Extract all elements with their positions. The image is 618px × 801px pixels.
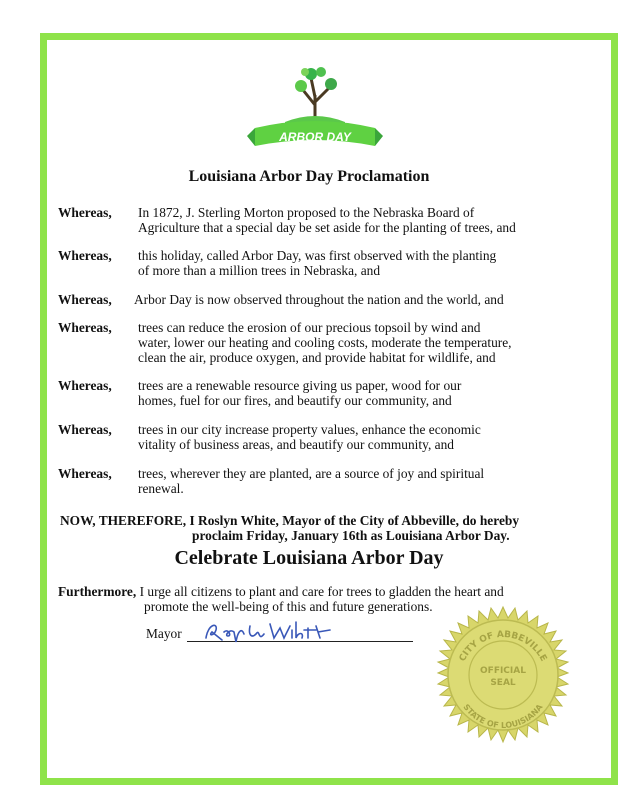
arbor-day-logo <box>245 50 385 150</box>
furthermore-line-1: I urge all citizens to plant and care for trees to gladden the heart and <box>136 584 504 599</box>
furthermore-line-2: promote the well-being of this and future generations. <box>144 599 433 614</box>
mayor-signature <box>200 616 350 646</box>
seal-top-text: CITY OF ABBEVILLE <box>457 629 549 664</box>
whereas-label: Whereas, <box>58 422 112 437</box>
mayor-label: Mayor <box>146 626 182 641</box>
whereas-label: Whereas, <box>58 248 112 263</box>
now-therefore-line-1: NOW, THEREFORE, I Roslyn White, Mayor of the City of Abbeville, do hereby <box>60 513 520 528</box>
clause-line: trees are a renewable resource giving us paper, wood for our <box>138 378 462 393</box>
whereas-label: Whereas, <box>58 292 112 307</box>
logo-banner-text: ARBOR DAY <box>279 130 351 144</box>
clause-line: renewal. <box>138 481 184 496</box>
tree-icon <box>285 67 345 126</box>
clause-line: In 1872, J. Sterling Morton proposed to the Nebraska Board of <box>138 205 475 220</box>
whereas-label: Whereas, <box>58 378 112 393</box>
clause-line: homes, fuel for our fires, and beautify our community, and <box>138 393 452 408</box>
clause-line: Agriculture that a special day be set aside for the planting of trees, and <box>138 220 516 235</box>
clause-line: Arbor Day is now observed throughout the nation and the world, and <box>134 292 504 307</box>
furthermore-label: Furthermore, <box>58 584 137 599</box>
official-seal <box>428 605 578 755</box>
clause-line: trees, wherever they are planted, are a source of joy and spiritual <box>138 466 485 481</box>
clause-line: trees in our city increase property values, enhance the economic <box>138 422 481 437</box>
whereas-label: Whereas, <box>58 205 112 220</box>
clause-line: vitality of business areas, and beautify our community, and <box>138 437 454 452</box>
seal-center-text-2: SEAL <box>490 678 516 688</box>
clause-line: this holiday, called Arbor Day, was first observed with the planting <box>138 248 497 263</box>
seal-bottom-text: STATE OF LOUISIANA <box>461 702 545 731</box>
clause-line: trees can reduce the erosion of our precious topsoil by wind and <box>138 320 481 335</box>
seal-center-text-1: OFFICIAL <box>480 666 526 676</box>
clause-line: of more than a million trees in Nebraska, and <box>138 263 381 278</box>
celebrate-heading: Celebrate Louisiana Arbor Day <box>174 547 444 569</box>
proclamation-title: Louisiana Arbor Day Proclamation <box>188 168 430 185</box>
clause-line: clean the air, produce oxygen, and provide habitat for wildlife, and <box>138 350 496 365</box>
whereas-label: Whereas, <box>58 466 112 481</box>
clause-line: water, lower our heating and cooling costs, moderate the temperature, <box>138 335 512 350</box>
whereas-label: Whereas, <box>58 320 112 335</box>
now-therefore-clause <box>60 513 580 543</box>
now-therefore-line-2: proclaim Friday, January 16th as Louisiana Arbor Day. <box>192 528 510 543</box>
